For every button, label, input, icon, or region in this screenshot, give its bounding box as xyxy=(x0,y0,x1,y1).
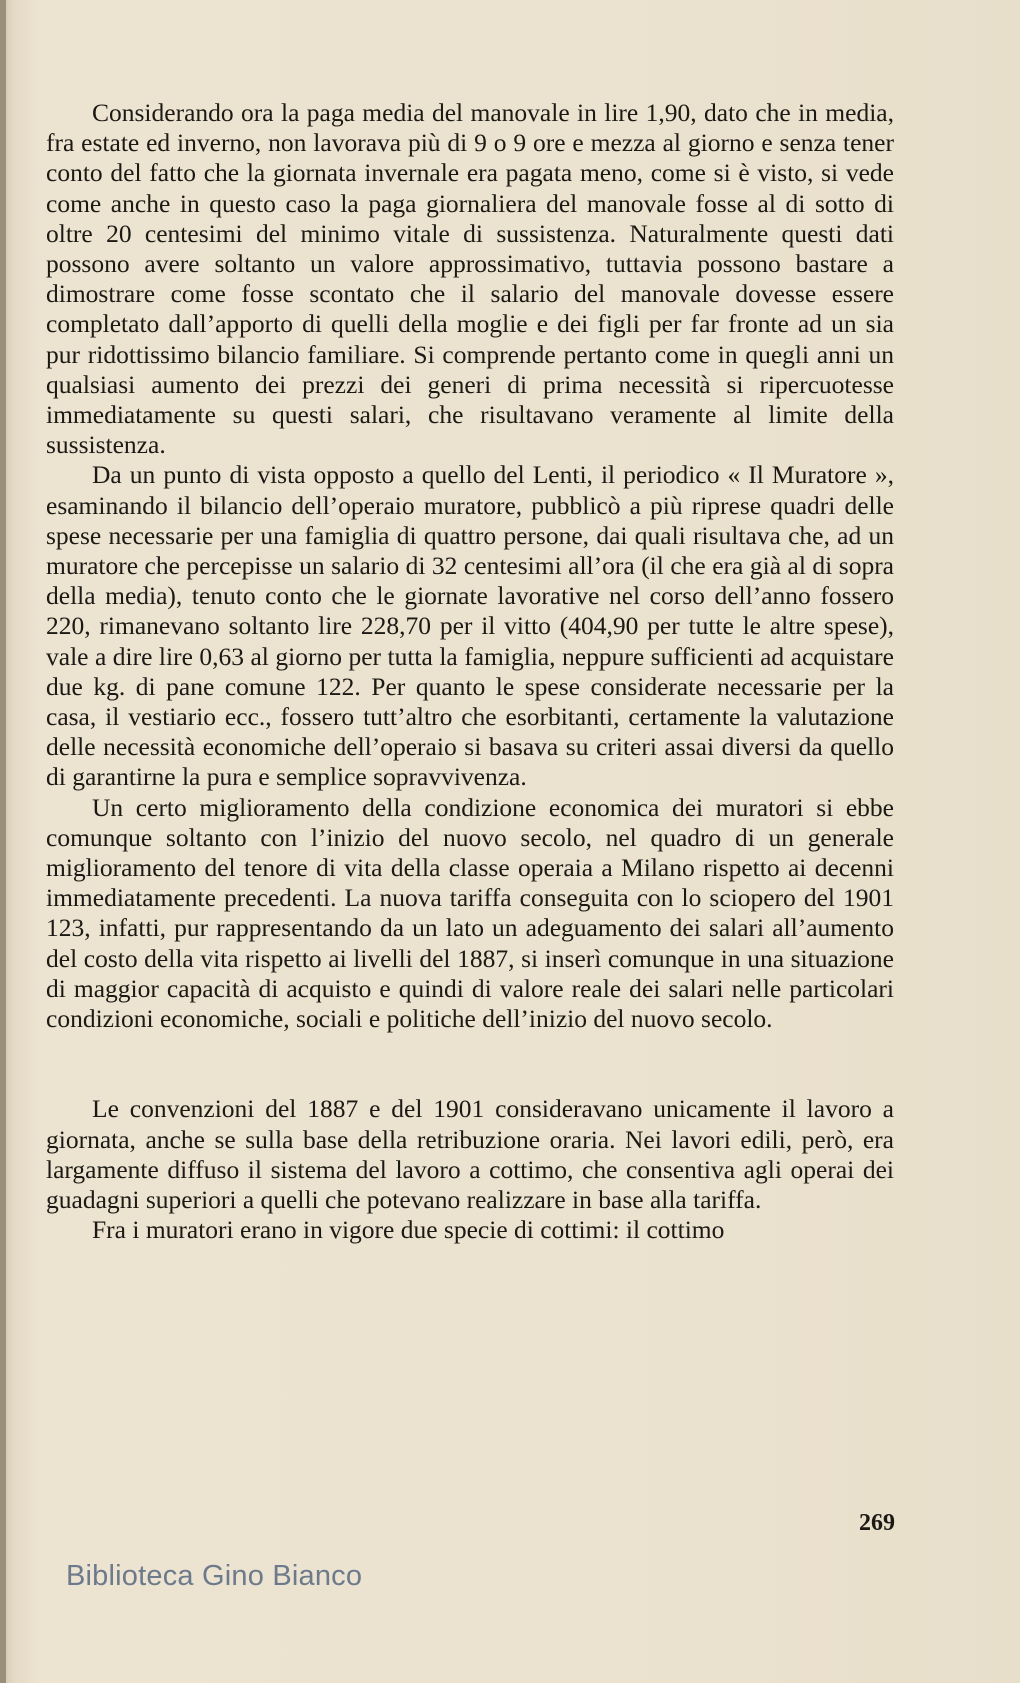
paragraph-1: Considerando ora la paga media del manovale in lire 1,90, dato che in media, fra estate ed inverno, non lavorava più di 9 o 9 ore e mezza al giorno e senza tener conto del fatto che la giornata invernale era pagata meno, come si è visto, si vede come anche in questo caso la paga giornaliera del manovale fosse al di sotto di oltre 20 centesimi del minimo vitale di sussistenza. Naturalmente questi dati possono avere soltanto un valore approssimativo, tuttavia possono bastare a dimostrare come fosse scontato che il salario del manovale dovesse essere completato dall’apporto di quelli della moglie e dei figli per far fronte ad un sia pur ridottissimo bilancio familiare. Si comprende pertanto come in quegli anni un qualsiasi aumento dei prezzi dei generi di prima necessità si ripercuotesse immediatamente su questi salari, che risultavano veramente al limite della sussistenza. xyxy=(46,98,894,460)
text-body xyxy=(46,98,894,1245)
library-watermark: Biblioteca Gino Bianco xyxy=(66,1560,363,1592)
paragraph-3: Un certo miglioramento della condizione economica dei muratori si ebbe comunque soltanto con l’inizio del nuovo secolo, nel quadro di un generale miglioramento del tenore di vita della classe operaia a Milano rispetto ai decenni immediatamente precedenti. La nuova tariffa conseguita con lo sciopero del 1901 123, infatti, pur rappresentando da un lato un adeguamento dei salari all’aumento del costo della vita rispetto ai livelli del 1887, si inserì comunque in una situazione di maggior capacità di acquisto e quindi di valore reale dei salari nelle particolari condizioni economiche, sociali e politiche dell’inizio del nuovo secolo. xyxy=(46,792,894,1034)
paragraph-4: Le convenzioni del 1887 e del 1901 consideravano unicamente il lavoro a giornata, anche se sulla base della retribuzione oraria. Nei lavori edili, però, era largamente diffuso il sistema del lavoro a cottimo, che consentiva agli operai dei guadagni superiori a quelli che potevano realizzare in base alla tariffa. xyxy=(46,1094,894,1214)
section-break xyxy=(46,1034,894,1094)
page-number: 269 xyxy=(859,1510,895,1536)
book-spine-edge xyxy=(0,0,6,1683)
paragraph-2: Da un punto di vista opposto a quello del Lenti, il periodico « Il Muratore », esaminando il bilancio dell’operaio muratore, pubblicò a più riprese quadri delle spese necessarie per una famiglia di quattro persone, dai quali risultava che, ad un muratore che percepisse un salario di 32 centesimi all’ora (il che era già al di sopra della media), tenuto conto che le giornate lavorative nel corso dell’anno fossero 220, rimanevano soltanto lire 228,70 per il vitto (404,90 per tutte le altre spese), vale a dire lire 0,63 al giorno per tutta la famiglia, neppure sufficienti ad acquistare due kg. di pane comune 122. Per quanto le spese considerate necessarie per la casa, il vestiario ecc., fossero tutt’altro che esorbitanti, certamente la valutazione delle necessità economiche dell’operaio si basava su criteri assai diversi da quello di garantirne la pura e semplice sopravvivenza. xyxy=(46,460,894,792)
paragraph-5: Fra i muratori erano in vigore due specie di cottimi: il cottimo xyxy=(92,1215,725,1245)
